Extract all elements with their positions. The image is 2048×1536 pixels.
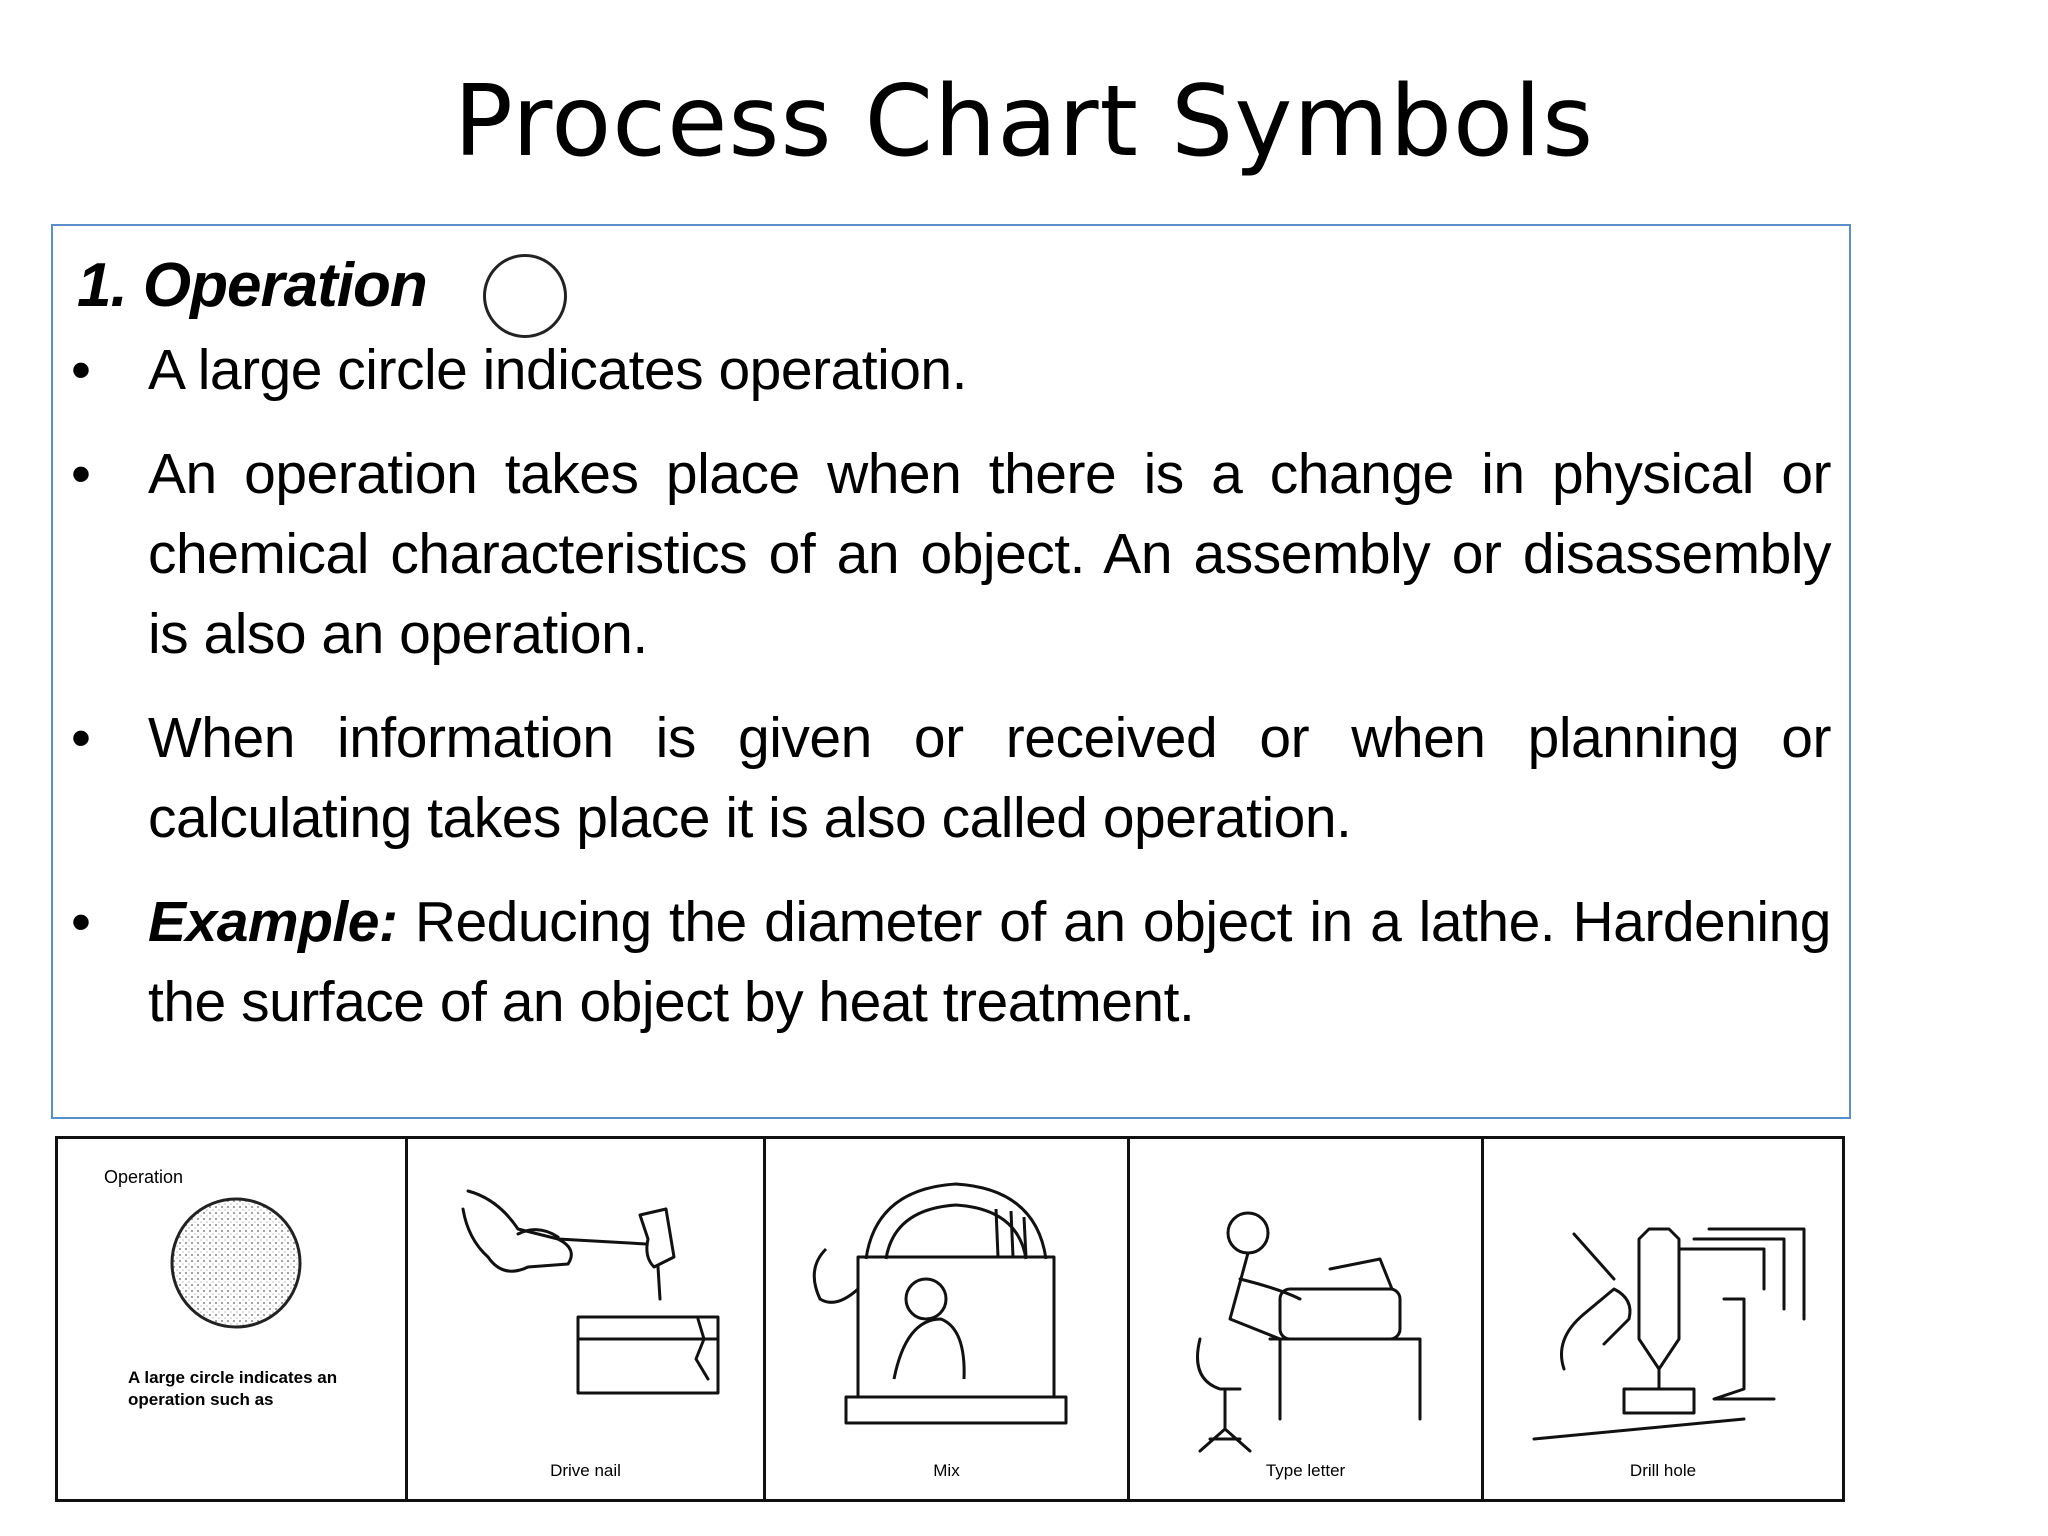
section-heading: 1. Operation xyxy=(77,250,427,320)
bullet-item xyxy=(71,698,1831,858)
circle-icon xyxy=(483,254,567,338)
bullet-dot: • xyxy=(71,338,91,402)
slide-title: Process Chart Symbols xyxy=(453,65,1595,179)
bullet-item xyxy=(71,882,1831,1042)
section-heading-row xyxy=(77,240,567,330)
panel-caption: Type letter xyxy=(1265,1461,1346,1480)
drill-press-icon xyxy=(1484,1139,1848,1499)
bullet-dot: • xyxy=(71,442,91,506)
panel-caption: Drill hole xyxy=(1629,1461,1697,1480)
bullet-text: Reducing the diameter of an object in a lathe. Hardening the surface of an object by heat treatment. xyxy=(148,890,1831,1034)
panel-caption: Mix xyxy=(933,1461,960,1480)
panel-caption: Drive nail xyxy=(550,1461,621,1480)
bullet-text: When information is given or received or when planning or calculating takes place it is also called operation. xyxy=(148,706,1831,850)
example-label: Example: xyxy=(148,890,398,954)
bullet-item xyxy=(71,434,1831,674)
mixer-icon xyxy=(766,1139,1130,1499)
typist-icon xyxy=(1130,1139,1484,1499)
content-box xyxy=(51,224,1851,1119)
bullet-text: An operation takes place when there is a change in physical or chemical characteristics of an object. An assembly or disassembly is also an operation. xyxy=(148,442,1831,666)
hammer-icon xyxy=(408,1139,766,1499)
panel-mix xyxy=(763,1139,1127,1499)
bullet-text: A large circle indicates operation. xyxy=(148,338,967,402)
bullet-item xyxy=(71,330,1831,410)
panel-type-letter xyxy=(1127,1139,1481,1499)
bullet-list xyxy=(71,330,1831,1066)
panel-operation-symbol xyxy=(55,1139,405,1499)
panel-drive-nail xyxy=(405,1139,763,1499)
bullet-dot: • xyxy=(71,890,91,954)
illustration-strip xyxy=(55,1136,1845,1502)
panel-drill-hole xyxy=(1481,1139,1845,1499)
dotted-circle-icon xyxy=(58,1139,408,1499)
bullet-dot: • xyxy=(71,706,91,770)
panel-label: Operation xyxy=(104,1167,184,1187)
panel-description: A large circle indicates an operation such as xyxy=(128,1368,338,1409)
